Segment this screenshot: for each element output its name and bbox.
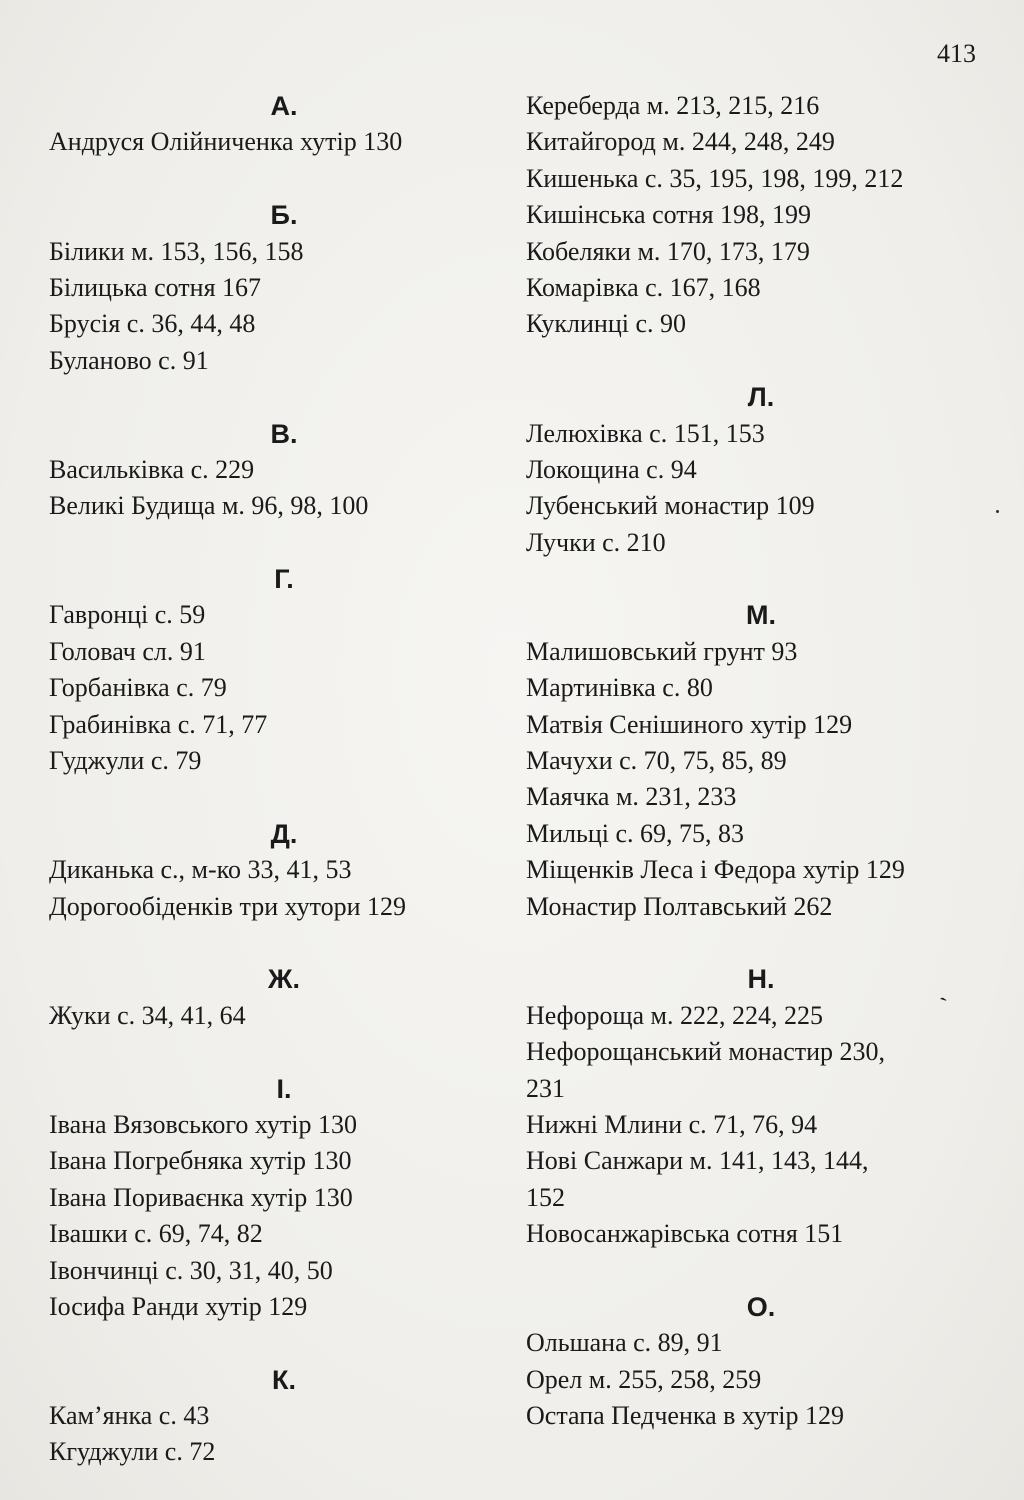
spacer [49,1034,519,1070]
index-entry: Матвія Сенішиного хутір 129 [526,709,853,739]
index-column-right [526,88,996,1434]
index-entry: Диканька с., м-ко 33, 41, 53 [49,855,352,885]
index-entry: Лелюхівка с. 151, 153 [526,418,765,448]
letter-heading: І. [276,1073,292,1104]
letter-heading: Н. [747,964,775,995]
index-entry: Ольшана с. 89, 91 [526,1328,723,1358]
index-entry: Маячка м. 231, 233 [526,782,737,812]
index-entry: Івана Пориваєнка хутір 130 [49,1182,353,1212]
index-entry: Нефорощанський монастир 230, [526,1037,886,1067]
index-entry: Андруся Олійниченка хутір 130 [49,127,403,157]
letter-heading: В. [270,418,298,449]
index-entry: Івончинці с. 30, 31, 40, 50 [49,1255,333,1285]
index-entry: Грабинівка с. 71, 77 [49,709,268,739]
index-entry: Локощина с. 94 [526,454,697,484]
spacer [49,161,519,197]
index-entry: Орел м. 255, 258, 259 [526,1364,762,1394]
spacer [526,1253,996,1289]
index-entry: Жуки с. 34, 41, 64 [49,1000,246,1030]
index-entry: Івана Погребняка хутір 130 [49,1146,352,1176]
letter-heading: Д. [270,818,298,849]
index-entry: Великі Будища м. 96, 98, 100 [49,491,369,521]
index-entry: Китайгород м. 244, 248, 249 [526,127,835,157]
index-entry: Лубенський монастир 109 [526,491,815,521]
index-entry: Куклинці с. 90 [526,309,686,339]
spacer [526,343,996,379]
letter-heading: К. [272,1364,296,1395]
index-entry: Гавронці с. 59 [49,600,206,630]
index-entry: Васильківка с. 229 [49,454,255,484]
letter-heading: Б. [270,200,298,231]
index-entry: Кишінська сотня 198, 199 [526,200,812,230]
index-entry: Дорогообіденків три хутори 129 [49,891,407,921]
index-entry: Буланово с. 91 [49,345,209,375]
index-entry: Брусія с. 36, 44, 48 [49,309,256,339]
index-entry: Лучки с. 210 [526,527,666,557]
stray-mark [996,510,999,513]
index-entry: Кобеляки м. 170, 173, 179 [526,236,810,266]
letter-heading: Л. [747,382,775,413]
index-entry: Мильці с. 69, 75, 83 [526,818,745,848]
index-entry: Монастир Полтавський 262 [526,891,833,921]
spacer [49,1325,519,1361]
index-entry: Горбанівка с. 79 [49,673,227,703]
index-entry: Комарівка с. 167, 168 [526,272,761,302]
index-entry: Кишенька с. 35, 195, 198, 199, 212 [526,163,904,193]
index-entry: Міщенків Леса і Федора хутір 129 [526,855,905,885]
index-entry: Мачухи с. 70, 75, 85, 89 [526,746,787,776]
index-entry: Нові Санжари м. 141, 143, 144, [526,1146,869,1176]
spacer [49,779,519,815]
spacer [526,561,996,597]
spacer [49,925,519,961]
spacer [526,925,996,961]
letter-heading: А. [270,91,298,121]
index-entry: Головач сл. 91 [49,636,206,666]
index-entry: Білицька сотня 167 [49,272,262,302]
index-entry: Гуджули с. 79 [49,746,202,776]
index-entry: Нефороща м. 222, 224, 225 [526,1000,823,1030]
letter-heading: О. [746,1291,776,1322]
page-number: 413 [937,39,976,68]
index-entry: 231 [526,1073,565,1103]
index-entry: Івашки с. 69, 74, 82 [49,1219,263,1249]
letter-heading: Г. [274,564,294,595]
spacer [49,379,519,415]
index-column-left [49,88,519,1471]
stray-tick-mark: ˋ [937,991,956,1022]
index-entry: Малишовський грунт 93 [526,636,798,666]
index-entry: Івана Вязовського хутір 130 [49,1109,357,1139]
index-entry: Кереберда м. 213, 215, 216 [526,91,820,120]
index-entry: Мартинівка с. 80 [526,673,713,703]
index-entry: Кгуджули с. 72 [49,1437,216,1467]
index-entry: Білики м. 153, 156, 158 [49,236,304,266]
letter-heading: Ж. [268,964,300,995]
index-entry: Новосанжарівська сотня 151 [526,1219,844,1249]
index-entry: Остапа Педченка в хутір 129 [526,1401,845,1431]
index-entry: Кам’янка с. 43 [49,1401,210,1431]
index-entry: Нижні Млини с. 71, 76, 94 [526,1109,818,1139]
letter-heading: М. [746,600,776,631]
spacer [49,525,519,561]
index-entry: Іосифа Ранди хутір 129 [49,1291,308,1321]
index-entry: 152 [526,1182,565,1212]
